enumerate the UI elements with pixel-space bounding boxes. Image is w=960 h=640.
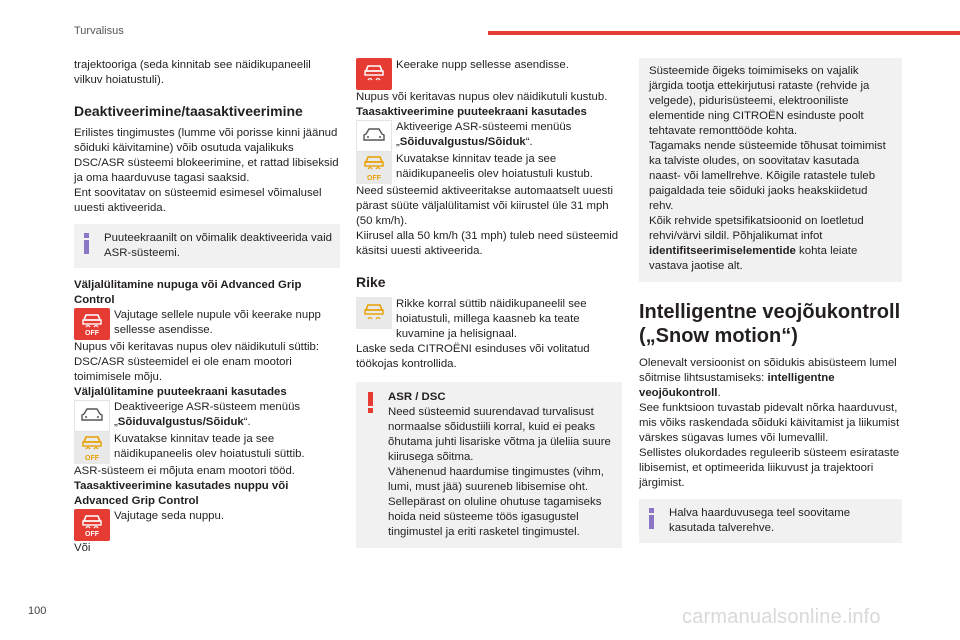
note-box [639, 58, 902, 282]
esp-off-warning-lamp-icon [356, 152, 392, 184]
subheading-reactivate-button: Taasaktiveerimine kasutades nuppu või Advanced Grip Control [74, 480, 289, 507]
icon-instruction [356, 58, 622, 90]
svg-text:OFF: OFF [367, 175, 381, 182]
paragraph: Kiirusel alla 50 km/h (31 mph) tuleb need süsteemid käsitsi uuesti aktiveerida. [356, 230, 619, 257]
heading-deactivation: Deaktiveerimine/taasaktiveerimine [74, 103, 303, 119]
instruction-text: Deaktiveerige ASR-süsteem menüüs „Sõiduvalgustus/Sõiduk“. [114, 401, 301, 428]
instruction-text: Keerake nupp sellesse asendisse. [396, 59, 569, 71]
header-accent-bar [488, 31, 960, 35]
instruction-text: Kuvatakse kinnitav teade ja see näidikupaneelis olev hoiatustuli süttib. [114, 433, 305, 460]
column-left [74, 58, 340, 556]
watermark: carmanualsonline.info [682, 606, 881, 628]
column-middle [356, 58, 622, 554]
knob-position-icon [356, 58, 392, 90]
paragraph: Laske seda CITROËNI esinduses või volitatud töökojas kontrollida. [356, 343, 590, 370]
info-note [639, 499, 902, 543]
instruction-text: Aktiveerige ASR-süsteemi menüüs „Sõiduvalgustus/Sõiduk“. [396, 121, 572, 148]
icon-instruction [356, 152, 622, 184]
heading-snow-motion: Intelligentne veojõukontroll („Snow motion“) [639, 301, 901, 347]
running-header: Turvalisus [74, 25, 124, 37]
warning-text: Need süsteemid suurendavad turvalisust normaalse sõidustiili korral, kuid ei peaks õhutama juhti lisariske võtma ja üleliia suure kiirusega sõitma. [388, 406, 611, 463]
paragraph: Erilistes tingimustes (lumme või porisse kinni jäänud sõiduki käivitamine) võib osutuda vajalikuks DSC/ASR süsteemi blokeerimine, et rattad libiseksid ja oma haarduvuse tagasi saaksid. [74, 127, 339, 184]
note-text: Tagamaks nende süsteemide tõhusat toimimist ka talviste oludes, on soovitatav kasutada naast- või lamellrehve. Kõigile ratastele tuleb paigaldada teie sõiduki jaoks heakskiidetud rehv. [649, 140, 886, 212]
vehicle-menu-icon [356, 120, 392, 152]
column-right [639, 58, 902, 553]
warning-note [356, 382, 622, 548]
warning-text: Vähenenud haardumise tingimustes (vihm, lumi, must jää) suureneb libisemise oht. Sellepärast on oluline ohutuse tagamiseks hoida neid süsteeme töös igasugustel tingimustel ja eriti rasketel tingimustel. [388, 466, 604, 538]
note-text: Kõik rehvide spetsifikatsioonid on loetletud rehvi/värvi sildil. Põhjalikumat infot identifitseerimiselementide kohta leiate vastava jaotise alt. [649, 215, 864, 272]
esp-off-button-icon: OFF [74, 308, 110, 340]
paragraph: Või [74, 542, 91, 554]
paragraph: Nupus või keritavas nupus olev näidikutuli kustub. [356, 91, 608, 103]
paragraph: trajektooriga (seda kinnitab see näidikupaneelil vilkuv hoiatustuli). [74, 59, 311, 86]
subheading-reactivate-screen: Taasaktiveerimine puuteekraani kasutades [356, 106, 587, 118]
info-icon [84, 233, 89, 255]
note-text: Süsteemide õigeks toimimiseks on vajalik järgida tootja ettekirjutusi rataste (rehvide ja velgede), pidurisüsteemi, elektrooniliste elementide ning CITROËN esinduste poolt tehtavate remonttööde kohta. [649, 65, 870, 137]
warning-title: ASR / DSC [388, 391, 446, 403]
svg-text:OFF: OFF [85, 455, 99, 462]
icon-instruction [74, 432, 340, 464]
info-icon [649, 508, 654, 530]
paragraph: See funktsioon tuvastab pidevalt nõrka haarduvust, mis võiks raskendada sõiduki käivitamist ja liikumist värskes sügavas lumes või lumevallil. [639, 402, 900, 444]
icon-instruction [74, 308, 340, 340]
subheading-off-screen: Väljalülitamine puuteekraani kasutades [74, 386, 287, 398]
paragraph: Ent soovitatav on süsteemid esimesel võimalusel uuesti aktiveerida. [74, 187, 322, 214]
icon-instruction [356, 297, 622, 342]
icon-instruction [356, 120, 622, 152]
instruction-text: Vajutage sellele nupule või keerake nupp sellesse asendisse. [114, 309, 321, 336]
instruction-text: Rikke korral süttib näidikupaneelil see hoiatustuli, millega kaasneb ka teate kuvamine ja helisignaal. [396, 298, 587, 340]
paragraph: Nupus või keritavas nupus olev näidikutuli süttib: DSC/ASR süsteemidel ei ole enam mootori toimimisele mõju. [74, 341, 320, 383]
info-note-text: Halva haarduvusega teel soovitame kasutada talverehve. [669, 507, 851, 534]
paragraph: Olenevalt versioonist on sõidukis abisüsteem lumel sõitmise lihtsustamiseks: intelligentne veojõukontroll. [639, 357, 897, 399]
exclamation-icon [368, 392, 374, 413]
paragraph: Sellistes olukordades reguleerib süsteem esirataste libisemist, et optimeerida liikuvust ja trajektoori järgimist. [639, 447, 900, 489]
info-note-text: Puuteekraanilt on võimalik deaktiveerida vaid ASR-süsteemi. [104, 232, 332, 259]
instruction-text: Kuvatakse kinnitav teade ja see näidikupaneelis olev hoiatustuli kustub. [396, 153, 593, 180]
heading-fault: Rike [356, 274, 386, 290]
esp-warning-lamp-icon [356, 297, 392, 329]
subheading-off-button: Väljalülitamine nupuga või Advanced Grip Control [74, 279, 302, 306]
instruction-text: Vajutage seda nuppu. [114, 510, 224, 522]
info-note [74, 224, 340, 268]
paragraph: Need süsteemid aktiveeritakse automaatselt uuesti pärast süüte väljalülitamist või kiirustel üle 31 mph (50 km/h). [356, 185, 614, 227]
vehicle-menu-icon [74, 400, 110, 432]
icon-instruction [74, 509, 340, 541]
paragraph: ASR-süsteem ei mõjuta enam mootori tööd. [74, 465, 295, 477]
esp-off-warning-lamp-icon [74, 432, 110, 464]
page-number: 100 [28, 605, 47, 617]
icon-instruction [74, 400, 340, 432]
esp-off-button-icon: OFF [74, 509, 110, 541]
